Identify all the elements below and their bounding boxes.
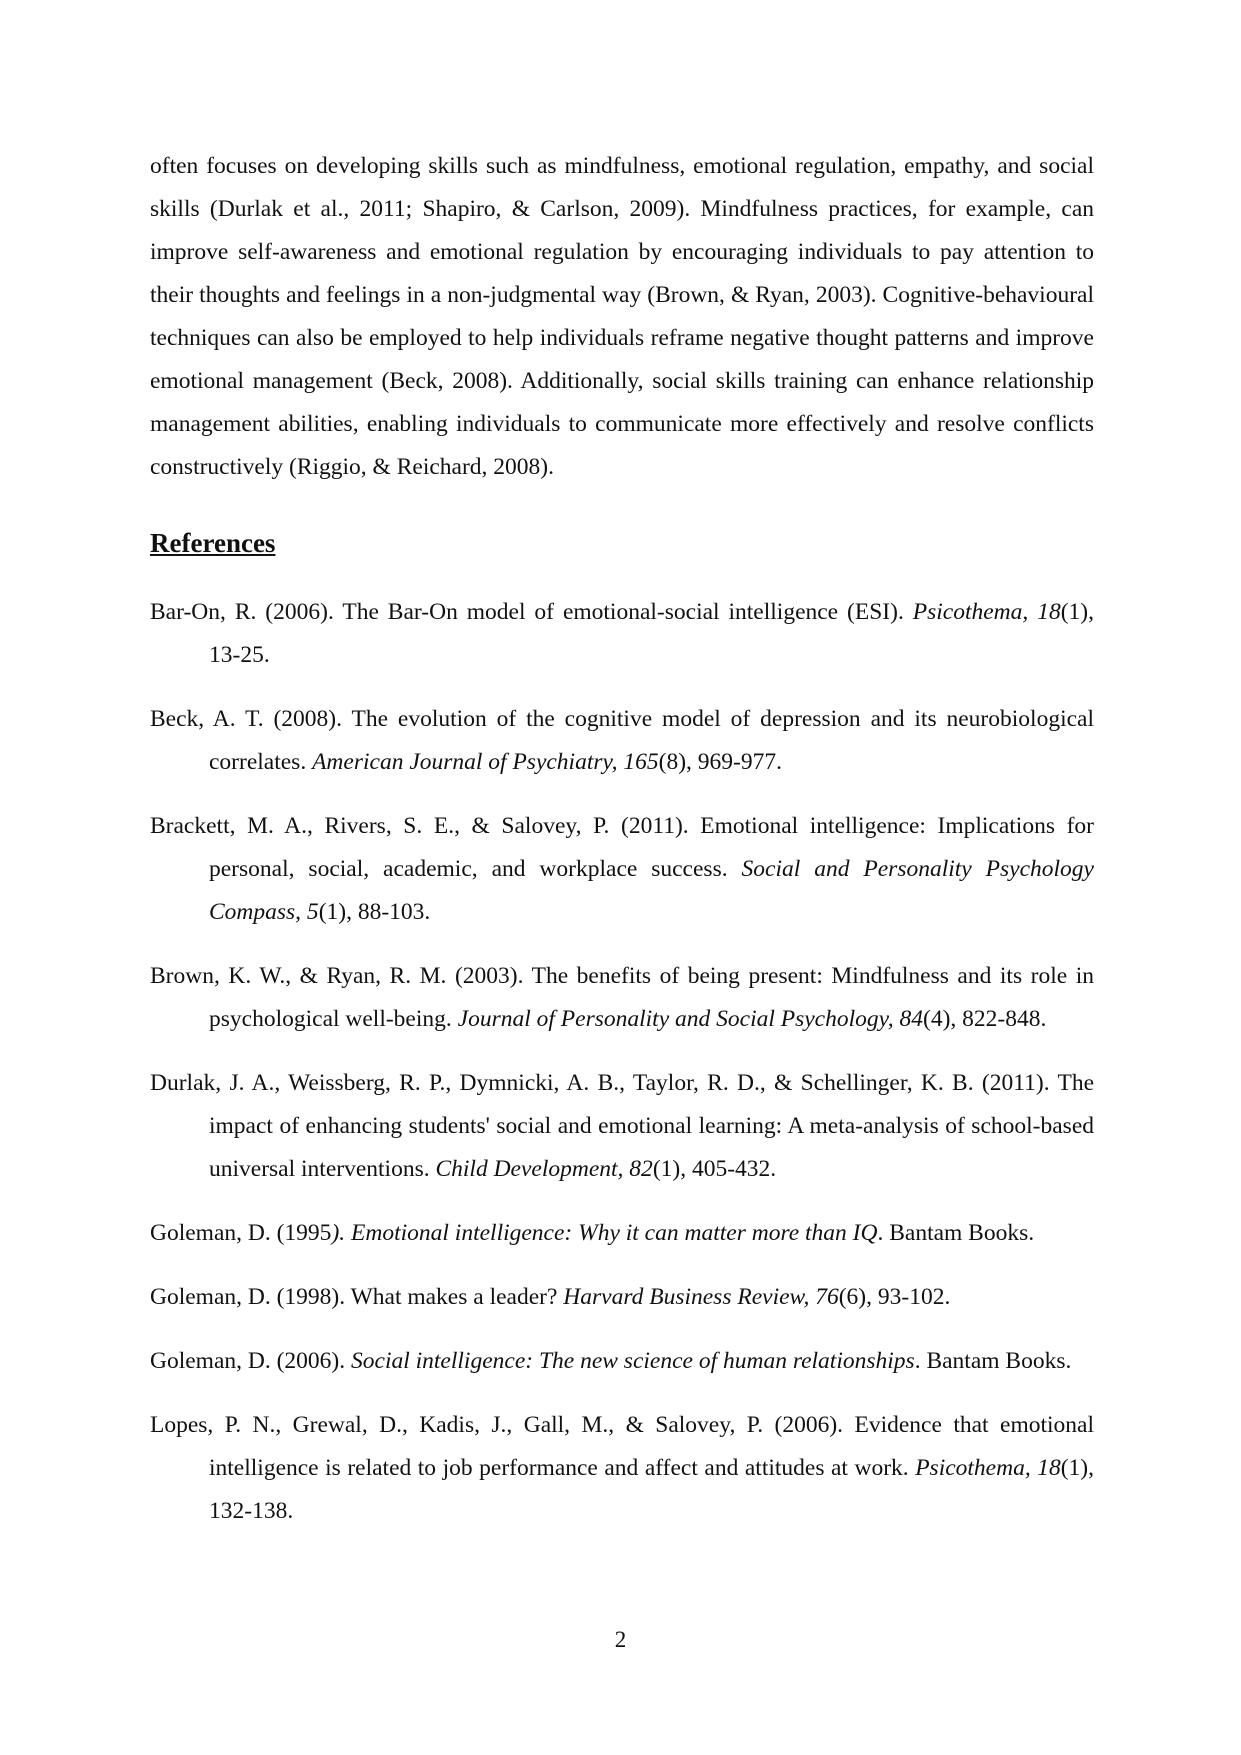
reference-entry-goleman-1995: Goleman, D. (1995). Emotional intelligence: Why it can matter more than IQ. Bantam Books. [150, 1220, 1035, 1246]
reference-entry-goleman-1998: Goleman, D. (1998). What makes a leader? Harvard Business Review, 76(6), 93-102. [150, 1284, 951, 1310]
reference-entry-bar-on-2006: Bar-On, R. (2006). The Bar-On model of emotional-social intelligence (ESI). Psicothema, 18(1), 13-25. [150, 599, 1094, 668]
reference-entry-brown-2003: Brown, K. W., & Ryan, R. M. (2003). The benefits of being present: Mindfulness and its role in psychological well-being. Journal of Personality and Social Psychology, 84(4), 822-848. [150, 963, 1094, 1032]
page-number: 2 [614, 1627, 627, 1652]
reference-entry-durlak-2011: Durlak, J. A., Weissberg, R. P., Dymnicki, A. B., Taylor, R. D., & Schellinger, K. B. (2011). The impact of enhancing students' social and emotional learning: A meta-analysis of school-based universal interventions. Child Development, 82(1), 405-432. [150, 1070, 1094, 1182]
reference-entry-brackett-2011: Brackett, M. A., Rivers, S. E., & Salovey, P. (2011). Emotional intelligence: Implications for personal, social, academic, and workplace success. Social and Personality Psychology Compass, 5(1), 88-103. [150, 813, 1094, 925]
reference-entry-lopes-2006: Lopes, P. N., Grewal, D., Kadis, J., Gall, M., & Salovey, P. (2006). Evidence that emotional intelligence is related to job performance and affect and attitudes at work. Psicothema, 18(1), 132-138. [150, 1412, 1095, 1524]
reference-list [150, 591, 1094, 1533]
references-heading: References [150, 528, 276, 558]
document-page [150, 145, 1094, 1554]
reference-entry-beck-2008: Beck, A. T. (2008). The evolution of the cognitive model of depression and its neurobiological correlates. American Journal of Psychiatry, 165(8), 969-977. [150, 706, 1094, 775]
reference-entry-goleman-2006: Goleman, D. (2006). Social intelligence: The new science of human relationships. Bantam Books. [150, 1348, 1072, 1374]
body-paragraph: often focuses on developing skills such as mindfulness, emotional regulation, empathy, and social skills (Durlak et al., 2011; Shapiro, & Carlson, 2009). Mindfulness practices, for example, can improve self-awareness and emotional regulation by encouraging individuals to pay attention to their thoughts and feelings in a non-judgmental way (Brown, & Ryan, 2003). Cognitive-behavioural techniques can also be employed to help individuals reframe negative thought patterns and improve emotional management (Beck, 2008). Additionally, social skills training can enhance relationship management abilities, enabling individuals to communicate more effectively and resolve conflicts constructively (Riggio, & Reichard, 2008). [150, 153, 1094, 480]
